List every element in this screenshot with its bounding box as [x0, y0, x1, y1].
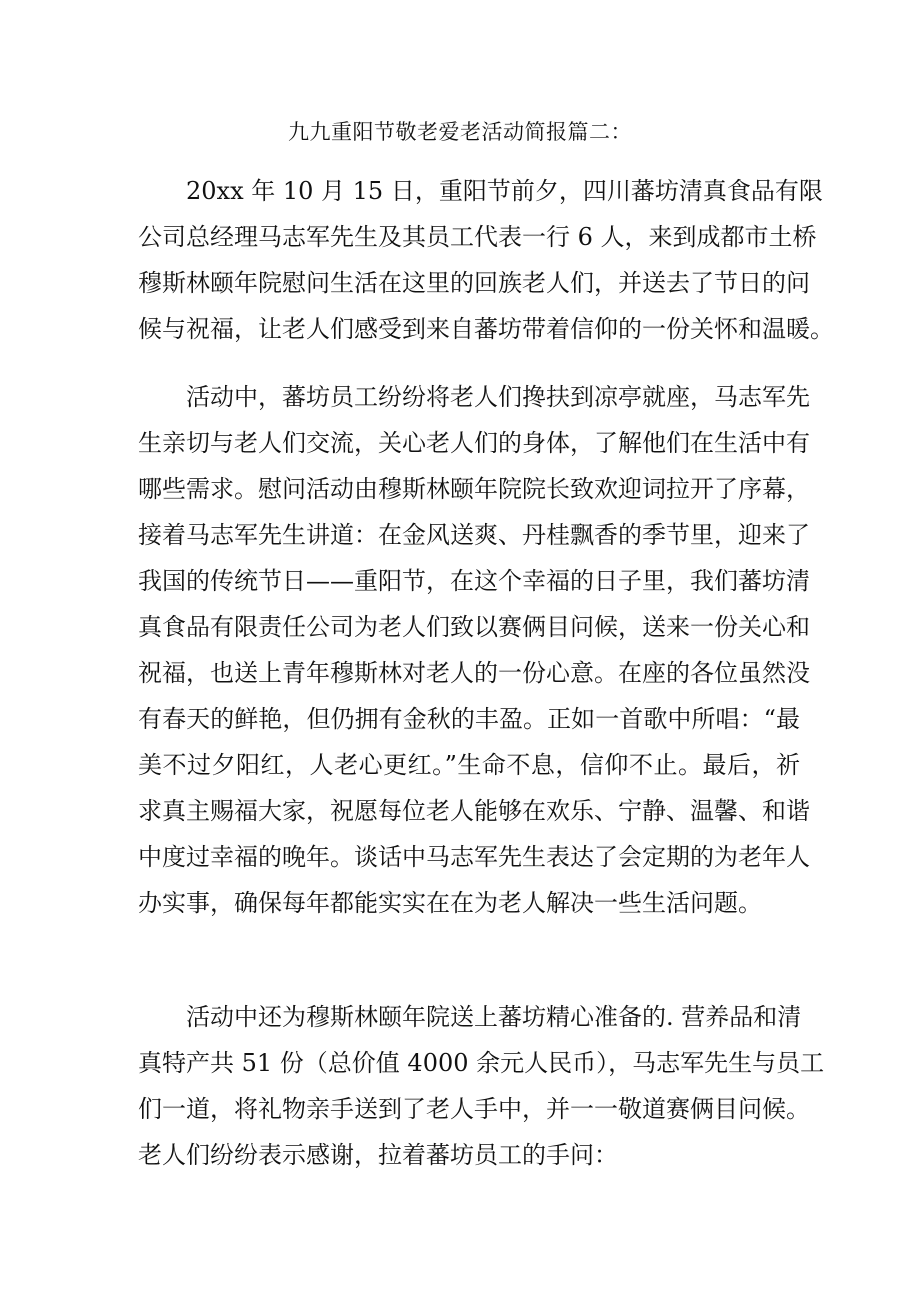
- paragraph-line: 美不过夕阳红，人老心更红。”生命不息，信仰不止。最后，祈: [138, 751, 800, 779]
- paragraph-2: [138, 374, 810, 926]
- paragraph-line: 公司总经理马志军先生及其员工代表一行 6 人，来到成都市土桥: [138, 223, 817, 251]
- paragraph-1: [138, 168, 834, 352]
- paragraph-line: 中度过幸福的晚年。谈话中马志军先生表达了会定期的为老年人: [138, 843, 810, 871]
- paragraph-line: 生亲切与老人们交流，关心老人们的身体，了解他们在生活中有: [138, 429, 810, 457]
- paragraph-line: 真食品有限责任公司为老人们致以赛俩目问候，送来一份关心和: [138, 613, 810, 641]
- paragraph-line: 穆斯林颐年院慰问生活在这里的回族老人们，并送去了节日的问: [138, 269, 810, 297]
- document-title: 九九重阳节敬老爱老活动简报篇二：: [288, 120, 632, 144]
- paragraph-line: 接着马志军先生讲道：在金风送爽、丹桂飘香的季节里，迎来了: [138, 521, 810, 549]
- paragraph-line: 们一道，将礼物亲手送到了老人手中，并一一敬道赛俩目问候。: [138, 1095, 810, 1123]
- paragraph-line: 活动中，蕃坊员工纷纷将老人们搀扶到凉亭就座，马志军先: [186, 383, 810, 411]
- paragraph-line: 候与祝福，让老人们感受到来自蕃坊带着信仰的一份关怀和温暖。: [138, 315, 834, 343]
- paragraph-line: 办实事，确保每年都能实实在在为老人解决一些生活问题。: [138, 889, 762, 917]
- paragraph-line: 20xx 年 10 月 15 日，重阳节前夕，四川蕃坊清真食品有限: [186, 177, 823, 205]
- paragraph-line: 老人们纷纷表示感谢，拉着蕃坊员工的手问：: [138, 1141, 618, 1169]
- paragraph-line: 哪些需求。慰问活动由穆斯林颐年院院长致欢迎词拉开了序幕，: [138, 475, 810, 503]
- paragraph-line: 求真主赐福大家，祝愿每位老人能够在欢乐、宁静、温馨、和谐: [138, 797, 810, 825]
- paragraph-3: [138, 994, 825, 1178]
- paragraph-line: 活动中还为穆斯林颐年院送上蕃坊精心准备的. 营养品和清: [186, 1003, 802, 1031]
- paragraph-line: 我国的传统节日——重阳节，在这个幸福的日子里，我们蕃坊清: [138, 567, 810, 595]
- paragraph-line: 有春天的鲜艳，但仍拥有金秋的丰盈。正如一首歌中所唱：“最: [138, 705, 800, 733]
- paragraph-line: 真特产共 51 份（总价值 4000 余元人民币），马志军先生与员工: [138, 1049, 825, 1077]
- paragraph-line: 祝福，也送上青年穆斯林对老人的一份心意。在座的各位虽然没: [138, 659, 810, 687]
